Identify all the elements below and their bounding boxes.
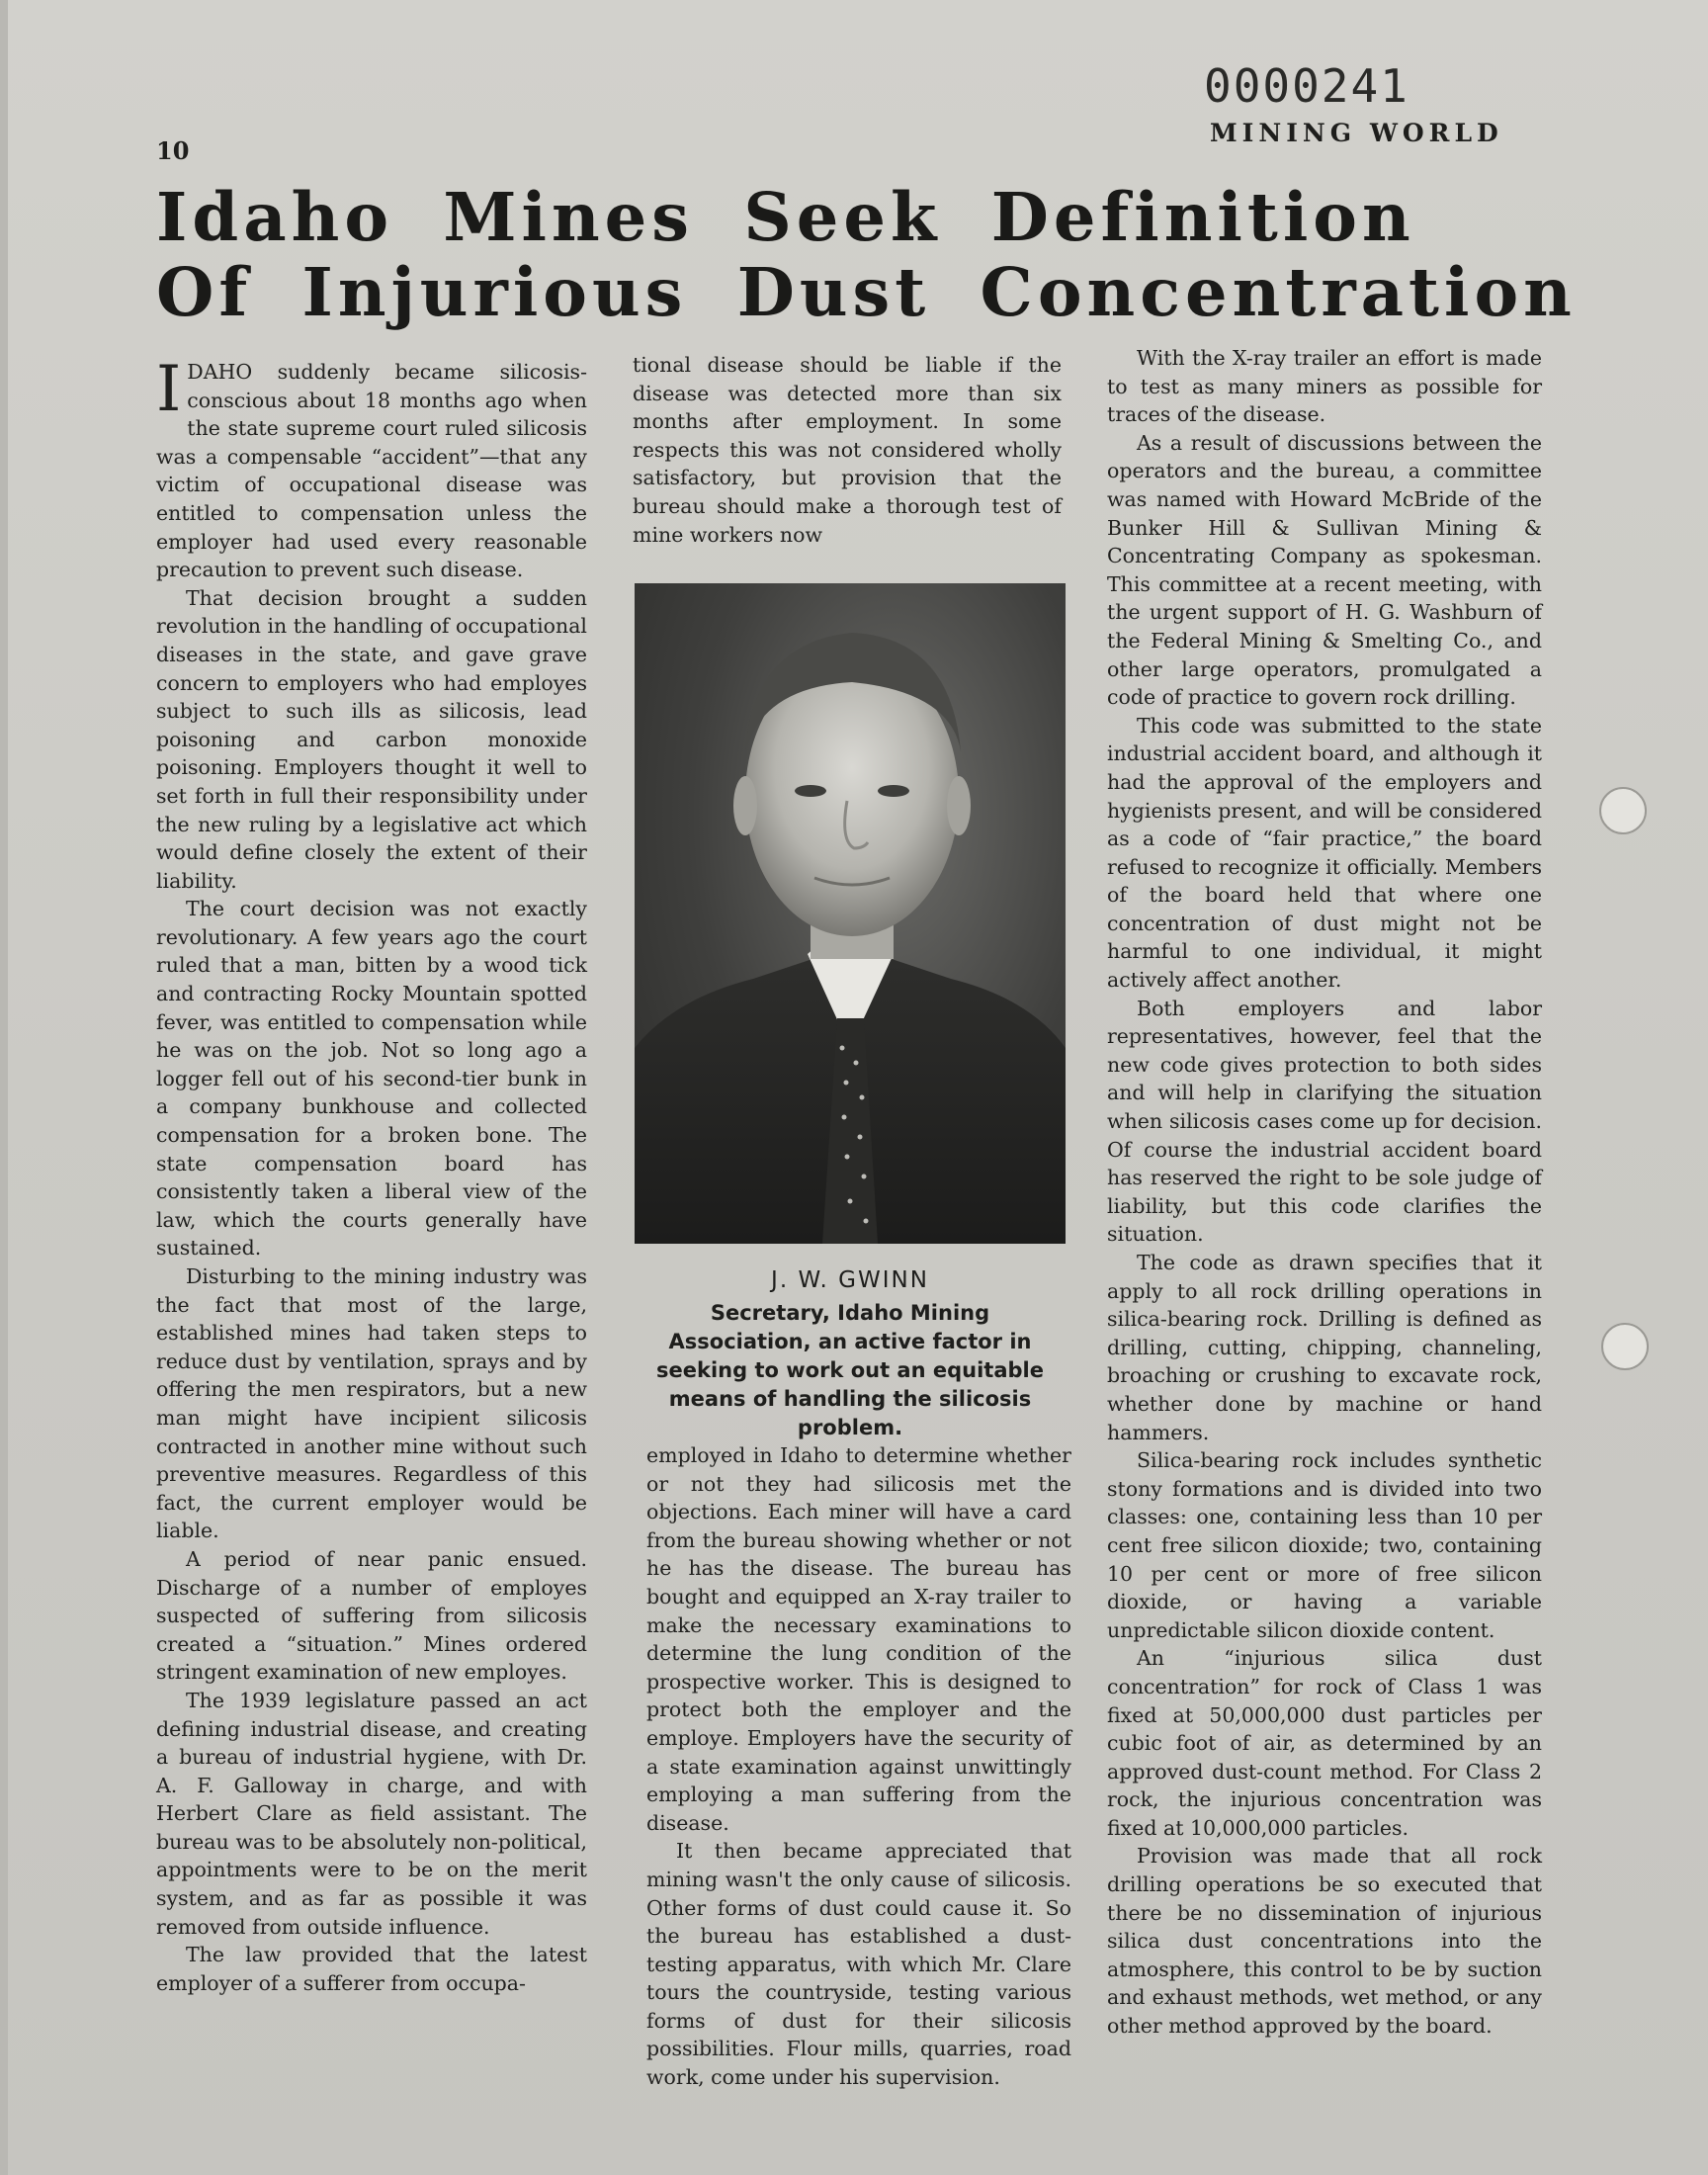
column-3 [1107, 344, 1542, 2041]
running-head: MINING WORLD [1210, 119, 1503, 147]
paragraph: The code as drawn specifies that it apply to all rock drilling operations in silica-bearing rock. Drilling is defined as drilling, cutting, chipping, channeling, broaching or crushing to excavate rock, whether done by machine or hand hammers. [1107, 1251, 1542, 1444]
paragraph: The court decision was not exactly revolutionary. A few years ago the court ruled that a man, bitten by a wood tick and contracting Rocky Mountain spotted fever, was entitled to compensation while he was on the job. Not so long ago a logger fell out of his second-tier bunk in a company bunkhouse and collected compensation for a broken bone. The state compensation board has consistently taken a liberal view of the law, which the courts generally have sustained. [156, 897, 587, 1261]
column-2-top [633, 351, 1062, 549]
page-number: 10 [156, 136, 190, 165]
archive-stamp: 0000241 [1204, 59, 1409, 113]
paragraph-text: DAHO suddenly became silicosis-conscious about 18 months ago when the state supreme court ruled silicosis was a compensable “accident”—that any victim of occupational disease was entitled to compensation unless the employer had used every reasonable precaution to prevent such disease. [156, 360, 587, 582]
paragraph: The law provided that the latest employer of a sufferer from occupa- [156, 1943, 587, 1995]
paragraph: employed in Idaho to determine whether or not they had silicosis met the objections. Each miner will have a card from the bureau showing whether or not he has the disease. The bureau has bought and equipped an X-ray trailer to make the necessary examinations to determine the lung condition of the prospective worker. This is designed to protect both the employer and the employe. Employers have the security of a state examination against unwittingly employing a man suffering from the disease. [646, 1443, 1071, 1835]
photo-caption-text: Secretary, Idaho Mining Association, an active factor in seeking to work out an equitable means of handling the silicosis problem. [656, 1301, 1044, 1439]
paragraph: It then became appreciated that mining wasn't the only cause of silicosis. Other forms of dust could cause it. So the bureau has established a dust-testing apparatus, with which Mr. Clare tours the countryside, testing various forms of dust for their silicosis possibilities. Flour mills, quarries, road work, come under his supervision. [646, 1839, 1071, 2090]
punch-hole [1599, 787, 1647, 834]
headline-line-1: Idaho Mines Seek Definition [156, 178, 1415, 256]
headline-line-2: Of Injurious Dust Concentration [156, 253, 1577, 331]
paragraph: The 1939 legislature passed an act defining industrial disease, and creating a bureau of industrial hygiene, with Dr. A. F. Galloway in charge, and with Herbert Clare as field assistant. The bureau was to be absolutely non-political, appointments were to be on the merit system, and as far as possible it was removed from outside influence. [156, 1688, 587, 1939]
portrait-illustration [635, 583, 1066, 1244]
paragraph: Provision was made that all rock drilling operations be so executed that there be no dissemination of injurious silica dust concentrations into the atmosphere, this control to be by suction and exhaust methods, wet method, or any other method approved by the board. [1107, 1844, 1542, 2039]
paragraph: With the X-ray trailer an effort is made to test as many miners as possible for traces of the disease. [1107, 346, 1542, 427]
paragraph: Silica-bearing rock includes synthetic stony formations and is divided into two classes: one, containing less than 10 per cent free silicon dioxide; two, containing 10 per cent or more of free silicon dioxide, or having a variable unpredictable silicon dioxide content. [1107, 1448, 1542, 1642]
paragraph [156, 353, 587, 584]
paragraph: Both employers and labor representatives, however, feel that the new code gives protection to both sides and will help in clarifying the situation when silicosis cases come up for decision. Of course the industrial accident board has reserved the right to be sole judge of liability, but this code clarifies the situation. [1107, 996, 1542, 1247]
paragraph: As a result of discussions between the operators and the bureau, a committee was named with Howard McBride of the Bunker Hill & Sullivan Mining & Concentrating Company as spokesman. This committee at a recent meeting, with the urgent support of H. G. Washburn of the Federal Mining & Smelting Co., and other large operators, promulgated a code of practice to govern rock drilling. [1107, 430, 1542, 710]
paragraph: tional disease should be liable if the disease was detected more than six months after employment. In some respects this was not considered wholly satisfactory, but provision that the bureau should make a thorough test of mine workers now [633, 353, 1062, 547]
column-2-bottom [646, 1441, 1071, 2092]
photo-caption-name: J. W. GWINN [771, 1267, 929, 1293]
portrait-photo [635, 583, 1066, 1244]
paragraph: Disturbing to the mining industry was the fact that most of the large, established mines had taken steps to reduce dust by ventilation, sprays and by offering the men respirators, but a new man might have incipient silicosis contracted in another mine without such preventive measures. Regardless of this fact, the current employer would be liable. [156, 1264, 587, 1543]
paragraph: This code was submitted to the state industrial accident board, and although it had the approval of the employers and hygienists present, and will be considered as a code of “fair practice,” the board refused to recognize it officially. Members of the board held that where one concentration of dust might not be harmful to one individual, it might actively affect another. [1107, 713, 1542, 993]
punch-hole [1601, 1323, 1649, 1370]
headline [156, 178, 1577, 331]
scan-edge [0, 0, 8, 2175]
paragraph: A period of near panic ensued. Discharge of a number of employes suspected of suffering from silicosis created a “situation.” Mines ordered stringent examination of new employes. [156, 1546, 587, 1685]
drop-cap: I [156, 353, 182, 426]
paragraph: That decision brought a sudden revolution in the handling of occupational diseases in the state, and gave grave concern to employers who had employes subject to such ills as silicosis, lead poisoning and carbon monoxide poisoning. Employers thought it well to set forth in full their responsibility under the new ruling by a legislative act which would define closely the extent of their liability. [156, 585, 587, 893]
column-1 [156, 353, 587, 1997]
paragraph: An “injurious silica dust concentration” for rock of Class 1 was fixed at 50,000,000 dust particles per cubic foot of air, as determined by an approved dust-count method. For Class 2 rock, the injurious concentration was fixed at 10,000,000 particles. [1107, 1646, 1542, 1840]
